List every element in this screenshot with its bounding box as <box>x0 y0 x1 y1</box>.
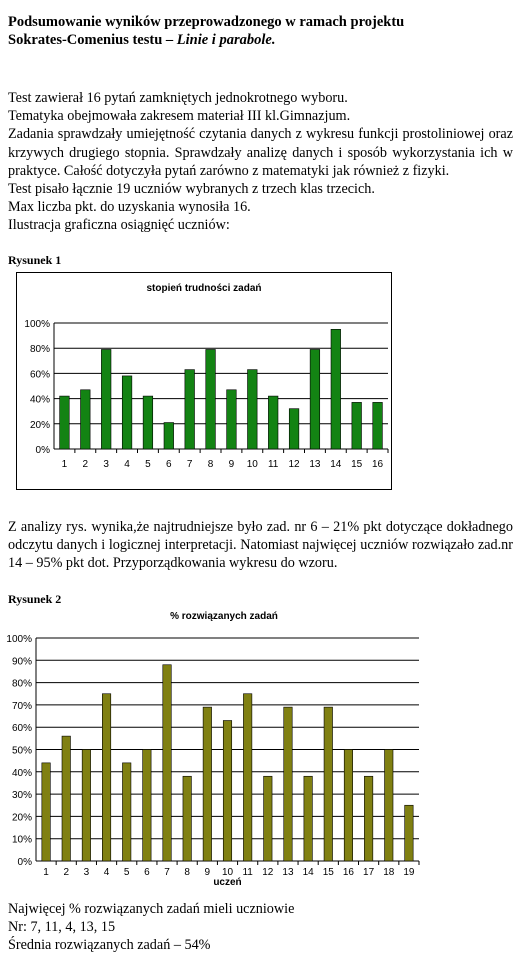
x-tick-label: 3 <box>83 867 90 878</box>
chart-1 <box>16 272 392 490</box>
x-tick-label: 14 <box>302 867 314 878</box>
bar <box>60 396 70 449</box>
x-tick-label: 12 <box>288 459 300 470</box>
x-tick-label: 15 <box>351 459 363 470</box>
bar <box>206 349 216 449</box>
x-tick-label: 10 <box>246 459 258 470</box>
title-line-2-italic: Linie i parabole. <box>176 32 276 48</box>
bar <box>82 750 90 862</box>
figure-2-label: Rysunek 2 <box>8 592 62 606</box>
x-tick-label: 1 <box>43 867 49 878</box>
bar <box>248 370 258 449</box>
analysis-paragraph: Z analizy rys. wynika,że najtrudniejsze było zad. nr 6 – 21% pkt dotyczące dokładnego odczytu danych i logicznej interpretacji. Natomiast najwięcej uczniów rozwiązało zad.nr 14 – 95% pkt dot. Przyporządkowania wykresu do wzoru. <box>8 519 513 572</box>
bar <box>304 776 312 861</box>
summary-line: Średnia rozwiązanych zadań – 54% <box>8 937 211 954</box>
bar <box>405 805 413 861</box>
bar <box>203 707 211 861</box>
x-tick-label: 5 <box>145 459 151 470</box>
bar <box>164 423 174 449</box>
y-tick-label: 100% <box>6 634 32 645</box>
y-tick-label: 30% <box>11 790 32 802</box>
intro-line: Test pisało łącznie 19 uczniów wybranych z trzech klas trzecich. <box>8 181 375 198</box>
bar <box>364 776 372 861</box>
x-tick-label: 4 <box>124 459 130 470</box>
bar <box>122 763 130 861</box>
title-line-1: Podsumowanie wyników przeprowadzonego w ramach projektu <box>8 14 405 30</box>
summary-line: Najwięcej % rozwiązanych zadań mieli uczniowie <box>8 901 295 917</box>
x-tick-label: 14 <box>330 459 342 470</box>
bar <box>385 750 393 862</box>
bar <box>163 665 171 861</box>
bar <box>183 776 191 861</box>
intro-line: Tematyka obejmowała zakresem materiał III kl.Gimnazjum. <box>8 108 351 125</box>
x-tick-label: 16 <box>372 459 384 470</box>
title-line-2-prefix: Sokrates-Comenius testu – <box>8 32 177 48</box>
bar <box>143 396 153 449</box>
x-tick-label: 4 <box>103 867 110 878</box>
x-tick-label: 11 <box>267 459 279 470</box>
x-tick-label: 7 <box>186 459 193 470</box>
y-tick-label: 40% <box>29 394 50 406</box>
y-tick-label: 80% <box>29 344 50 356</box>
bar <box>373 402 383 449</box>
x-tick-label: 19 <box>403 867 415 878</box>
bar <box>243 694 251 861</box>
x-tick-label: 9 <box>228 459 235 470</box>
intro-line: Max liczba pkt. do uzyskania wynosiła 16. <box>8 199 251 216</box>
x-tick-label: 18 <box>383 867 395 878</box>
y-tick-label: 80% <box>11 678 32 690</box>
y-tick-label: 70% <box>11 700 32 712</box>
bar <box>310 349 320 449</box>
summary-paragraph <box>8 900 513 955</box>
bar <box>101 349 111 449</box>
bar <box>62 736 70 861</box>
figure-1-label: Rysunek 1 <box>8 253 62 267</box>
y-tick-label: 20% <box>11 812 32 824</box>
bar <box>352 402 362 449</box>
summary-line: Nr: 7, 11, 4, 13, 15 <box>8 919 116 936</box>
bar <box>122 376 132 449</box>
bar <box>284 707 292 861</box>
intro-paragraph <box>8 89 513 235</box>
x-tick-label: 17 <box>363 867 375 878</box>
bar <box>227 390 237 449</box>
intro-line: Zadania sprawdzały umiejętność czytania danych z wykresu funkcji prostoliniowej oraz krzywych drugiego stopnia. Sprawdzały analizę danych i sposób wykorzystania ich w praktyce. Całość dotyczyła pytań zarówno z matematyki jak również z fizyki. <box>8 126 513 179</box>
bar <box>223 721 231 861</box>
chart-title: stopień trudności zadań <box>146 283 262 294</box>
y-tick-label: 20% <box>29 419 50 431</box>
x-tick-label: 6 <box>166 459 172 470</box>
x-tick-label: 9 <box>204 867 211 878</box>
y-tick-label: 10% <box>11 834 32 846</box>
x-axis-label: uczeń <box>213 877 242 888</box>
title-line-2 <box>8 31 518 49</box>
bar <box>102 694 110 861</box>
x-tick-label: 6 <box>144 867 150 878</box>
y-tick-label: 60% <box>11 723 32 735</box>
x-tick-label: 8 <box>207 459 214 470</box>
y-tick-label: 0% <box>17 857 32 868</box>
x-tick-label: 1 <box>61 459 68 470</box>
x-tick-label: 10 <box>221 867 234 878</box>
x-tick-label: 7 <box>164 867 170 878</box>
x-tick-label: 13 <box>282 867 294 878</box>
x-tick-label: 3 <box>103 459 109 470</box>
x-tick-label: 2 <box>82 459 89 470</box>
bar <box>264 776 272 861</box>
y-tick-label: 60% <box>29 369 50 381</box>
x-tick-label: 5 <box>123 867 130 878</box>
intro-line: Ilustracja graficzna osiągnięć uczniów: <box>8 217 230 234</box>
bar <box>289 409 299 449</box>
x-tick-label: 11 <box>242 867 253 878</box>
chart-2 <box>0 604 432 890</box>
x-tick-label: 8 <box>184 867 190 878</box>
y-tick-label: 0% <box>35 445 50 456</box>
bar <box>185 370 195 449</box>
x-tick-label: 15 <box>322 867 334 878</box>
x-tick-label: 12 <box>262 867 274 878</box>
x-tick-label: 2 <box>63 867 70 878</box>
bar <box>42 763 50 861</box>
document-title <box>8 13 518 49</box>
y-tick-label: 100% <box>24 319 50 330</box>
chart-title: % rozwiązanych zadań <box>170 611 278 622</box>
y-tick-label: 40% <box>11 767 32 779</box>
bar <box>344 750 352 862</box>
bar <box>143 750 151 862</box>
y-tick-label: 50% <box>11 745 32 757</box>
bar <box>324 707 332 861</box>
x-tick-label: 13 <box>309 459 321 470</box>
bar <box>81 390 91 449</box>
intro-line: Test zawierał 16 pytań zamkniętych jednokrotnego wyboru. <box>8 90 348 106</box>
x-tick-label: 16 <box>342 867 355 878</box>
y-tick-label: 90% <box>11 656 32 668</box>
bar <box>331 329 341 449</box>
bar <box>268 396 278 449</box>
